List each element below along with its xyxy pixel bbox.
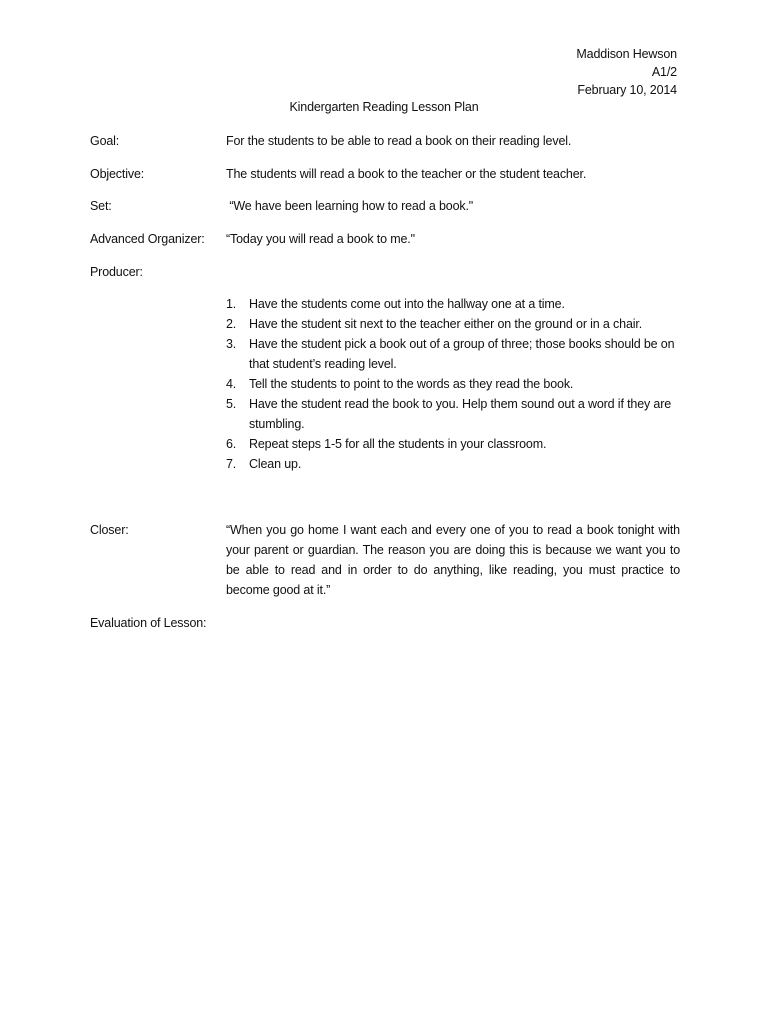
producer-steps-list — [226, 294, 680, 474]
step-number: 4. — [226, 377, 237, 391]
author-name: Maddison Hewson — [576, 47, 677, 61]
step-number: 7. — [226, 457, 237, 471]
step-number: 5. — [226, 397, 237, 411]
step-text: Have the student pick a book out of a group of three; those books should be on that student’s reading level. — [249, 337, 675, 371]
list-item — [226, 394, 680, 434]
closer-label: Closer: — [90, 523, 129, 537]
list-item — [226, 434, 680, 454]
step-text: Have the student read the book to you. Help them sound out a word if they are stumbling. — [249, 397, 672, 431]
step-text: Clean up. — [249, 457, 302, 471]
step-text: Tell the students to point to the words as they read the book. — [249, 377, 574, 391]
document-header — [576, 45, 677, 99]
step-text: Have the student sit next to the teacher either on the ground or in a chair. — [249, 317, 643, 331]
closer-text: “When you go home I want each and every one of you to read a book tonight with your parent or guardian. The reason you are doing this is because we want you to be able to read and in order to do anything, like reading, you must practice to become good at it.” — [226, 523, 680, 597]
list-item — [226, 334, 680, 374]
list-item — [226, 294, 680, 314]
evaluation-label: Evaluation of Lesson: — [90, 616, 207, 630]
list-item — [226, 374, 680, 394]
step-text: Repeat steps 1-5 for all the students in your classroom. — [249, 437, 547, 451]
objective-label: Objective: — [90, 167, 145, 181]
step-text: Have the students come out into the hallway one at a time. — [249, 297, 565, 311]
list-item — [226, 454, 680, 474]
list-item — [226, 314, 680, 334]
set-label: Set: — [90, 199, 112, 213]
advanced-organizer-text: “Today you will read a book to me." — [226, 232, 415, 246]
advanced-organizer-label: Advanced Organizer: — [90, 232, 205, 246]
step-number: 2. — [226, 317, 237, 331]
step-number: 3. — [226, 337, 237, 351]
set-text: “We have been learning how to read a book." — [226, 199, 474, 213]
producer-label: Producer: — [90, 265, 143, 279]
class-code: A1/2 — [651, 65, 677, 79]
step-number: 6. — [226, 437, 237, 451]
step-number: 1. — [226, 297, 237, 311]
goal-text: For the students to be able to read a book on their reading level. — [226, 134, 572, 148]
document-date: February 10, 2014 — [577, 83, 677, 97]
goal-label: Goal: — [90, 134, 120, 148]
objective-text: The students will read a book to the teacher or the student teacher. — [226, 167, 587, 181]
document-title: Kindergarten Reading Lesson Plan — [289, 100, 479, 114]
